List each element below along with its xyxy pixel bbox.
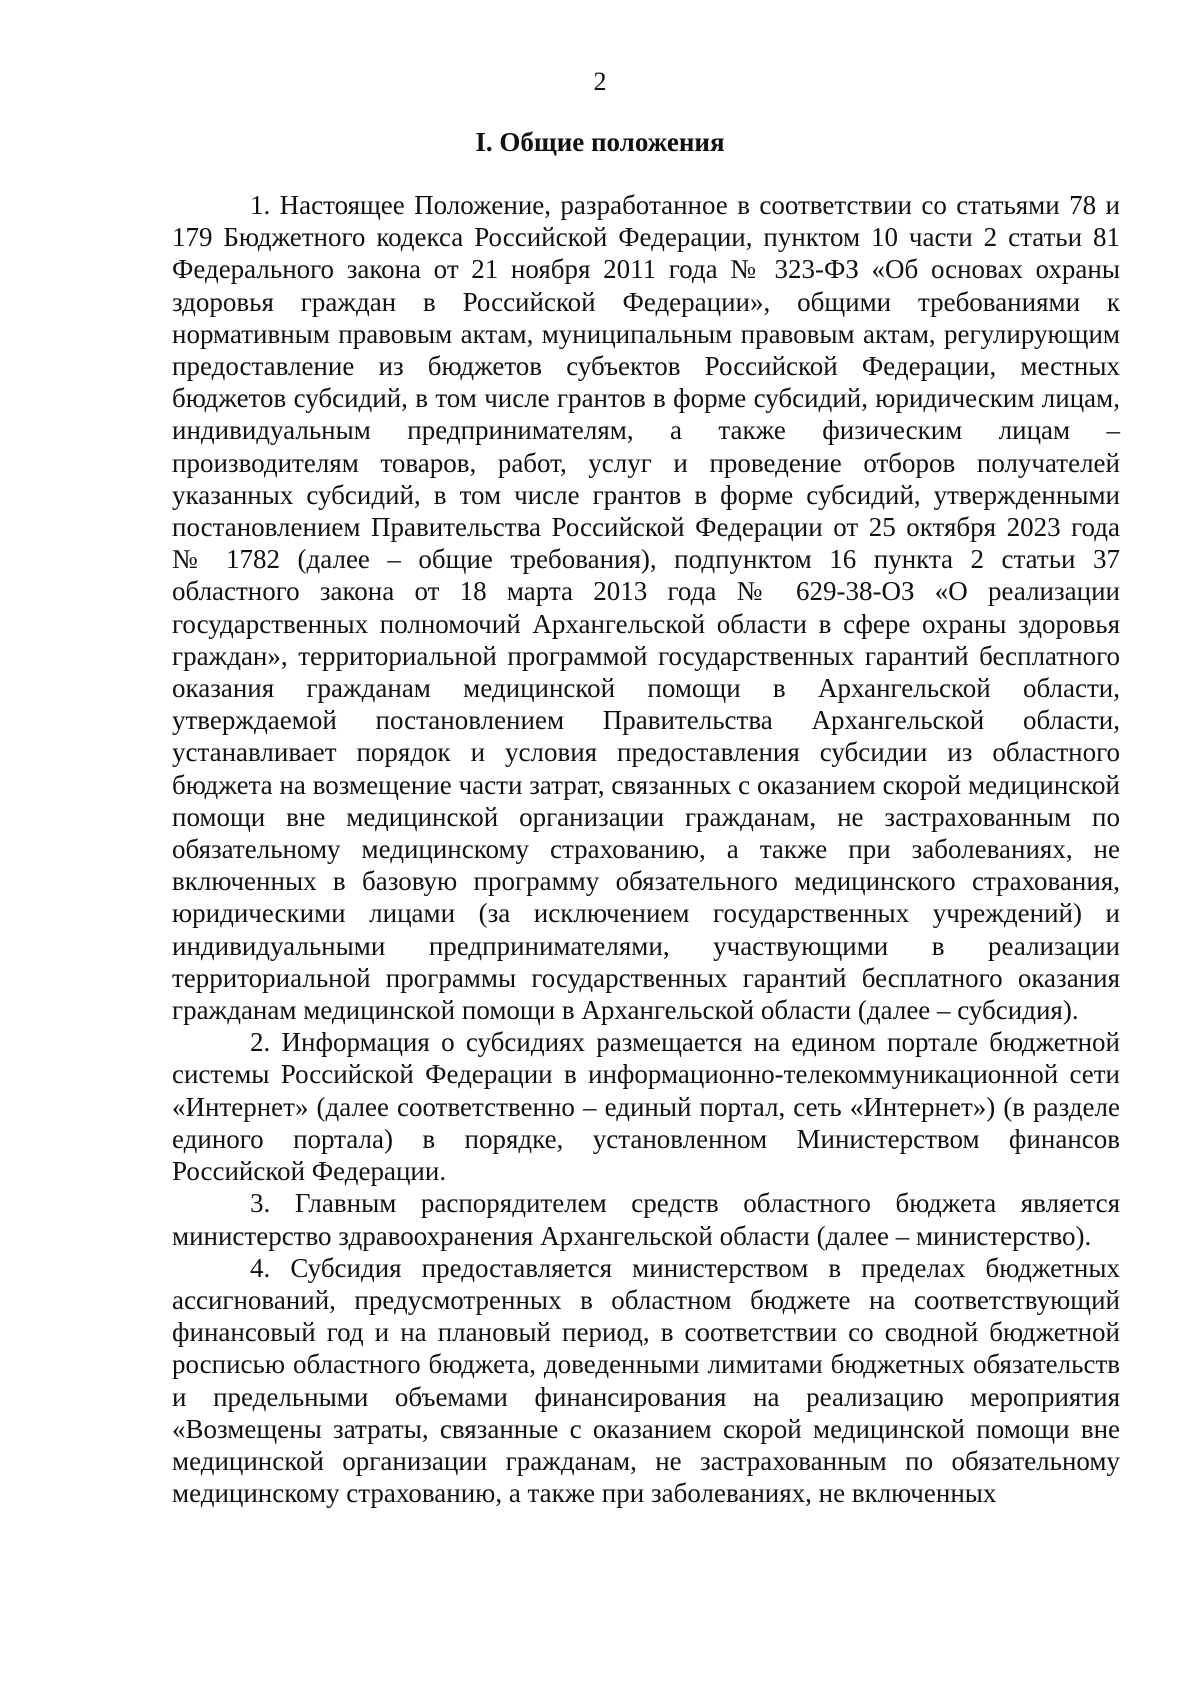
- body-text: [172, 189, 1120, 1509]
- paragraph-1: 1. Настоящее Положение, разработанное в соответствии со статьями 78 и 179 Бюджетного кодекса Российской Федерации, пунктом 10 части 2 статьи 81 Федерального закона от 21 ноября 2011 года № 323-ФЗ «Об основах охраны здоровья граждан в Российской Федерации», общими требованиями к нормативным правовым актам, муниципальным правовым актам, регулирующим предоставление из бюджетов субъектов Российской Федерации, местных бюджетов субсидий, в том числе грантов в форме субсидий, юридическим лицам, индивидуальным предпринимателям, а также физическим лицам – производителям товаров, работ, услуг и проведение отборов получателей указанных субсидий, в том числе грантов в форме субсидий, утвержденными постановлением Правительства Российской Федерации от 25 октября 2023 года № 1782 (далее – общие требования), подпунктом 16 пункта 2 статьи 37 областного закона от 18 марта 2013 года № 629-38-ОЗ «О реализации государственных полномочий Архангельской области в сфере охраны здоровья граждан», территориальной программой государственных гарантий бесплатного оказания гражданам медицинской помощи в Архангельской области, утверждаемой постановлением Правительства Архангельской области, устанавливает порядок и условия предоставления субсидии из областного бюджета на возмещение части затрат, связанных с оказанием скорой медицинской помощи вне медицинской организации гражданам, не застрахованным по обязательному медицинскому страхованию, а также при заболеваниях, не включенных в базовую программу обязательного медицинского страхования, юридическими лицами (за исключением государственных учреждений) и индивидуальными предпринимателями, участвующими в реализации территориальной программы государственных гарантий бесплатного оказания гражданам медицинской помощи в Архангельской области (далее – субсидия).: [172, 190, 1120, 1026]
- paragraph-2: 2. Информация о субсидиях размещается на едином портале бюджетной системы Российской Федерации в информационно-телекоммуникационной сети «Интернет» (далее соответственно – единый портал, сеть «Интернет») (в разделе единого портала) в порядке, установленном Министерством финансов Российской Федерации.: [172, 1027, 1120, 1187]
- section-title: I. Общие положения: [475, 127, 725, 157]
- paragraph-3: 3. Главным распорядителем средств областного бюджета является министерство здравоохранения Архангельской области (далее – министерство).: [172, 1188, 1120, 1251]
- page-number: 2: [593, 67, 607, 96]
- paragraph-4: 4. Субсидия предоставляется министерством в пределах бюджетных ассигнований, предусмотренных в областном бюджете на соответствующий финансовый год и на плановый период, в соответствии со сводной бюджетной росписью областного бюджета, доведенными лимитами бюджетных обязательств и предельными объемами финансирования на реализацию мероприятия «Возмещены затраты, связанные с оказанием скорой медицинской помощи вне медицинской организации гражданам, не застрахованным по обязательному медицинскому страхованию, а также при заболеваниях, не включенных: [172, 1252, 1120, 1509]
